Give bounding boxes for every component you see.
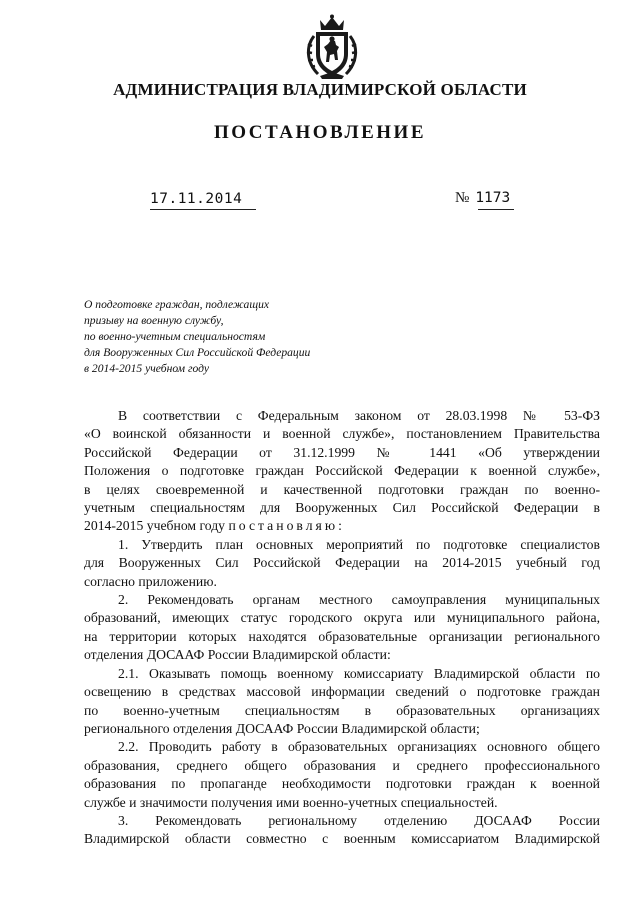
- body-line: Владимирской области совместно с военным комиссариатом Владимирской: [84, 831, 600, 847]
- subject-line: в 2014-2015 учебном году: [84, 362, 209, 375]
- subject-line: О подготовке граждан, подлежащих: [84, 298, 270, 311]
- body-line: по военно-учетным специальностям в образовательных организациях: [84, 702, 600, 718]
- body-line: образования по пропаганде необходимости подготовки граждан к военной: [84, 776, 600, 792]
- body-line: регионального отделения ДОСААФ России Владимирской области;: [84, 720, 480, 736]
- body-line: Российской Федерации от 31.12.1999 № 1441 «Об утверждении: [84, 444, 600, 460]
- number-underline: [478, 209, 514, 210]
- body-line: Положения о подготовке граждан Российской Федерации к военной службе»,: [84, 463, 600, 479]
- subject-line: для Вооруженных Сил Российской Федерации: [84, 346, 311, 359]
- body-line: «О воинской обязанности и военной службе», постановлением Правительства: [84, 426, 600, 442]
- date-underline: [150, 209, 256, 210]
- body-line: 1. Утвердить план основных мероприятий по подготовке специалистов: [118, 536, 600, 552]
- subject-line: по военно-учетным специальностям: [84, 330, 266, 343]
- body-line: 3. Рекомендовать региональному отделению ДОСААФ России: [118, 812, 600, 828]
- body-line: В соответствии с Федеральным законом от 28.03.1998 № 53-ФЗ: [118, 408, 600, 423]
- body-line: учетным специальностям для Вооруженных Сил Российской Федерации в: [84, 500, 600, 516]
- body-line: на территории которых находятся образовательные организации регионального: [84, 628, 600, 644]
- body-line: 2.1. Оказывать помощь военному комиссариату Владимирской области по: [118, 665, 600, 681]
- body-line: в целях своевременной и качественной подготовки граждан по военно-: [84, 481, 600, 497]
- document-date: 17.11.2014: [150, 191, 243, 207]
- body-line: для Вооруженных Сил Российской Федерации на 2014-2015 учебный год: [84, 555, 600, 571]
- decree-word: постановляю:: [228, 518, 345, 534]
- subject-block: [84, 297, 384, 377]
- body-line: [84, 517, 600, 535]
- body-line: освещению в средствах массовой информации сведений о подготовке граждан: [84, 684, 600, 700]
- body-line: образований, имеющих статус городского округа или муниципального района,: [84, 610, 600, 626]
- body-line: службе и значимости получения ими военно-учетных специальностей.: [84, 794, 498, 810]
- number-sign: №: [455, 190, 470, 206]
- document-number: [455, 190, 510, 207]
- subject-line: призыву на военную службу,: [84, 314, 224, 327]
- body-line: образования, среднего общего образования и среднего профессионального: [84, 757, 600, 773]
- document-body: [84, 407, 600, 849]
- body-line: 2.2. Проводить работу в образовательных организациях основного общего: [118, 739, 600, 755]
- number-value: 1173: [475, 190, 511, 206]
- body-line: отделения ДОСААФ России Владимирской области:: [84, 647, 391, 663]
- coat-of-arms-emblem: [298, 14, 366, 80]
- body-line: 2. Рекомендовать органам местного самоуправления муниципальных: [118, 592, 600, 608]
- body-text: 2014-2015 учебном году: [84, 518, 229, 534]
- body-line: согласно приложению.: [84, 573, 217, 589]
- document-type-title: ПОСТАНОВЛЕНИЕ: [213, 122, 427, 143]
- organization-name: АДМИНИСТРАЦИЯ ВЛАДИМИРСКОЙ ОБЛАСТИ: [113, 80, 527, 99]
